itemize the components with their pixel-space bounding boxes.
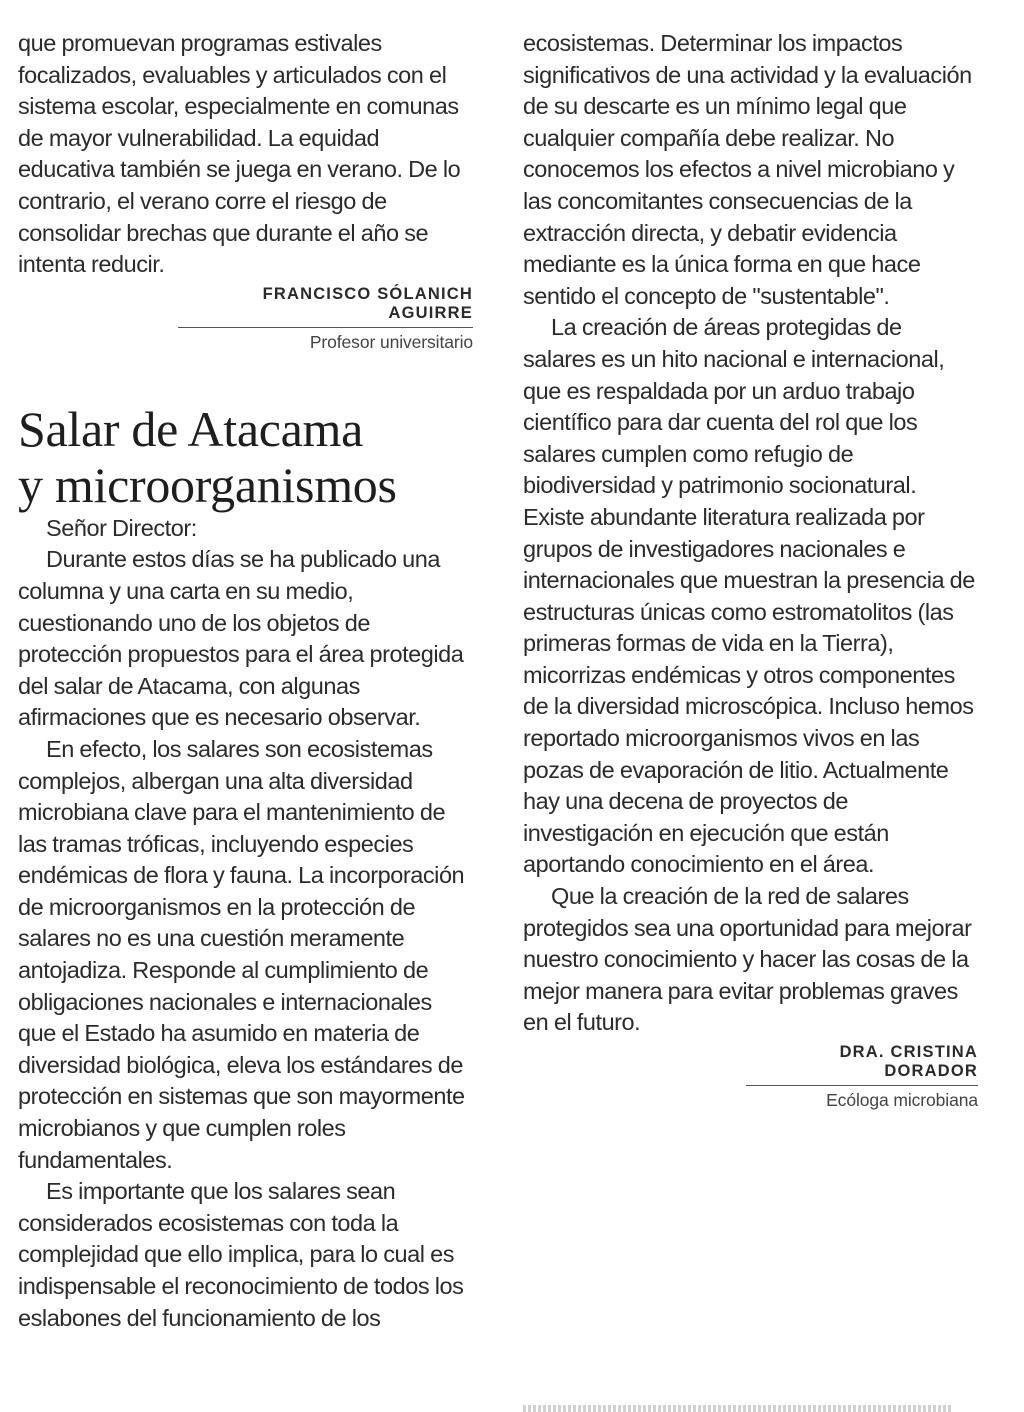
letter-paragraph-1: Durante estos días se ha publicado una columna y una carta en su medio, cuestionando uno de los objetos de protección propuestos para el área protegida del salar de Atacama, con algunas afirmaciones que es necesario observar. [18,546,464,731]
headline-line-2: y microorganismos [18,456,397,513]
previous-letter-ending: que promuevan programas estivales focalizados, evaluables y articulados con el sistema escolar, especialmente en comunas de mayor vulnerabilidad. La equidad educativa también se juega en verano. De lo contrario, el verano corre el riesgo de consolidar brechas que durante el año se intenta reducir. [18,30,461,278]
signature-name: FRANCISCO SÓLANICH AGUIRRE [178,285,473,328]
signature-role: Profesor universitario [309,331,473,352]
signature-role: Ecóloga microbiana [826,1090,978,1110]
letter-signature [746,1043,978,1111]
letter-paragraph-4: La creación de áreas protegidas de salares es un hito nacional e internacional, que es respaldada por un arduo trabajo científico para dar cuenta del rol que los salares cumplen como refugio de biodiversidad y patrimonio socionatural. Existe abundante literatura realizada por grupos de investigadores nacionales e internacionales que muestran la presencia de estructuras únicas como estromatolitos (las primeras formas de vida en la Tierra), micorrizas endémicas y otros componentes de la diversidad microscópica. Incluso hemos reportado microorganismos vivos en las pozas de evaporación de litio. Actualmente hay una decena de proyectos de investigación en ejecución que están aportando conocimiento en el área. [523,314,975,878]
left-column [18,28,473,1334]
letter-paragraph-2: En efecto, los salares son ecosistemas complejos, albergan una alta diversidad microbiana clave para el mantenimiento de las tramas tróficas, incluyendo especies endémicas de flora y fauna. La incorporación de microorganismos en la protección de salares no es una cuestión meramente antojadiza. Responde al cumplimiento de obligaciones nacionales e internacionales que el Estado ha asumido en materia de diversidad biológica, eleva los estándares de protección en sistemas que son mayormente microbianos y que cumplen roles fundamentales. [18,735,465,1173]
letter-paragraph-3: Es importante que los salares sean considerados ecosistemas con toda la complejidad que ello implica, para lo cual es indispensable el reconocimiento de todos los eslabones del funcionamiento de los [18,1178,464,1331]
letter-paragraph-3-continued: ecosistemas. Determinar los impactos significativos de una actividad y la evaluación de su descarte es un mínimo legal que cualquier compañía debe realizar. No conocemos los efectos a nivel microbiano y las concomitantes consecuencias de la extracción directa, y debatir evidencia mediante es la única forma en que hace sentido el concepto de "sustentable". [523,30,972,309]
article-headline [18,401,473,513]
previous-letter-signature [178,285,473,353]
signature-name: DRA. CRISTINA DORADOR [746,1043,978,1086]
page-bottom-decoration [523,1405,953,1412]
headline-line-1: Salar de Atacama [18,400,364,457]
letter-paragraph-5: Que la creación de la red de salares protegidos sea una oportunidad para mejorar nuestro conocimiento y hacer las cosas de la mejor manera para evitar problemas graves en el futuro. [523,883,972,1036]
right-column [523,28,978,1111]
letter-greeting: Señor Director: [46,514,197,541]
